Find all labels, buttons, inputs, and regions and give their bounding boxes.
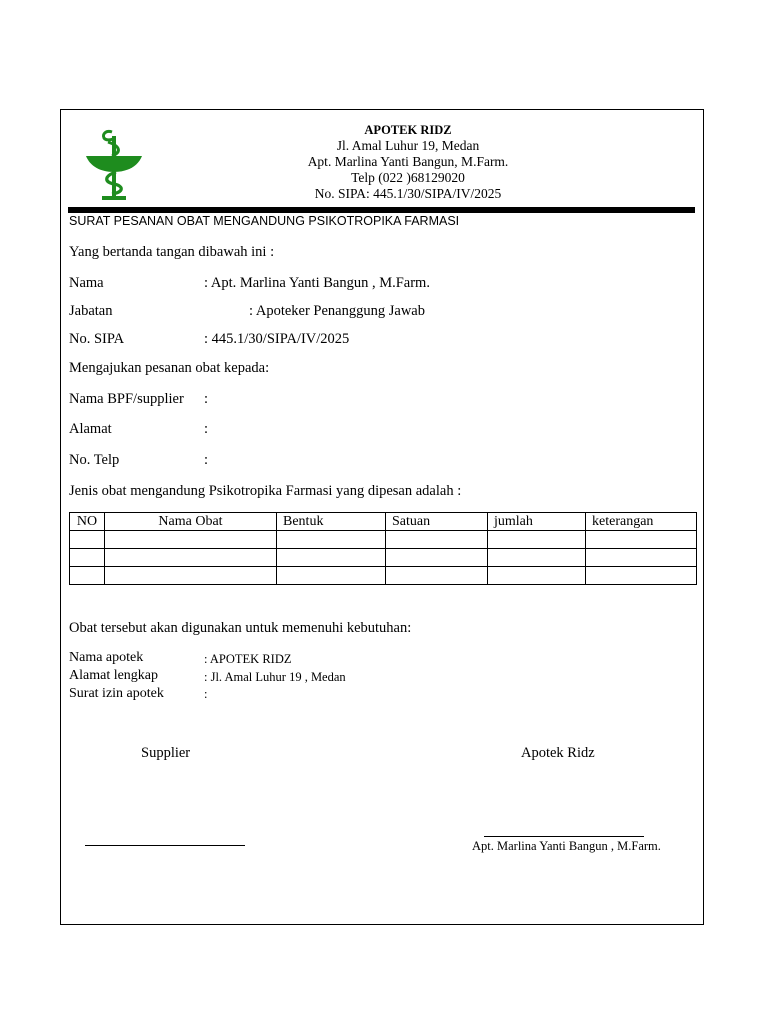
col-header-keterangan: keterangan xyxy=(586,513,697,531)
supplier-name-value: : xyxy=(204,391,209,407)
supplier-phone-value: : xyxy=(204,452,209,468)
col-header-bentuk: Bentuk xyxy=(277,513,386,531)
table-cell[interactable] xyxy=(586,549,697,567)
col-header-nama-obat: Nama Obat xyxy=(105,513,277,531)
document-title: SURAT PESANAN OBAT MENGANDUNG PSIKOTROPIKA FARMASI xyxy=(69,214,460,228)
table-row xyxy=(70,549,697,567)
supplier-address-value: : xyxy=(204,421,209,437)
table-row xyxy=(70,567,697,585)
table-header-row xyxy=(70,513,697,531)
table-cell[interactable] xyxy=(277,531,386,549)
signer-position-value: : Apoteker Penanggung Jawab xyxy=(249,303,425,319)
table-cell[interactable] xyxy=(386,549,488,567)
table-cell[interactable] xyxy=(488,567,586,585)
supplier-name-label: Nama BPF/supplier xyxy=(69,391,184,407)
pharmacy-address-value: : Jl. Amal Luhur 19 , Medan xyxy=(204,670,346,684)
order-table xyxy=(69,512,697,585)
table-cell[interactable] xyxy=(105,549,277,567)
signer-sipa-label: No. SIPA xyxy=(69,331,125,347)
table-cell[interactable] xyxy=(70,567,105,585)
purpose-text: Obat tersebut akan digunakan untuk memenuhi kebutuhan: xyxy=(69,620,412,636)
table-cell[interactable] xyxy=(586,531,697,549)
col-header-no: NO xyxy=(70,513,105,531)
table-row xyxy=(70,531,697,549)
pharmacy-address: Jl. Amal Luhur 19, Medan xyxy=(336,138,480,153)
pharmacy-signature-line xyxy=(484,836,644,837)
pharmacy-license-value: : xyxy=(204,687,208,701)
signer-position-label: Jabatan xyxy=(69,303,113,319)
signer-name-value: : Apt. Marlina Yanti Bangun , M.Farm. xyxy=(204,275,430,291)
table-cell[interactable] xyxy=(386,567,488,585)
table-cell[interactable] xyxy=(586,567,697,585)
table-cell[interactable] xyxy=(105,567,277,585)
table-cell[interactable] xyxy=(488,531,586,549)
signer-name-label: Nama xyxy=(69,275,104,291)
pharmacy-signer-name: Apt. Marlina Yanti Bangun , M.Farm. xyxy=(472,839,661,853)
signer-sipa-value: : 445.1/30/SIPA/IV/2025 xyxy=(204,331,350,347)
table-cell[interactable] xyxy=(70,549,105,567)
pharmacy-signature-title: Apotek Ridz xyxy=(521,745,595,761)
supplier-phone-label: No. Telp xyxy=(69,452,120,468)
pharmacist-name: Apt. Marlina Yanti Bangun, M.Farm. xyxy=(307,154,509,169)
pharmacy-sipa: No. SIPA: 445.1/30/SIPA/IV/2025 xyxy=(314,186,502,201)
request-intro: Mengajukan pesanan obat kepada: xyxy=(69,360,270,376)
pharmacy-name-label: Nama apotek xyxy=(69,650,144,665)
intro-text: Yang bertanda tangan dibawah ini : xyxy=(69,244,275,260)
table-cell[interactable] xyxy=(277,549,386,567)
bowl-of-hygieia-icon xyxy=(82,126,146,202)
supplier-signature-line xyxy=(85,845,245,846)
supplier-signature-title: Supplier xyxy=(141,745,191,761)
table-cell[interactable] xyxy=(386,531,488,549)
pharmacy-phone: Telp (022 )68129020 xyxy=(351,170,465,185)
pharmacy-name: APOTEK RIDZ xyxy=(364,123,452,137)
table-cell[interactable] xyxy=(105,531,277,549)
pharmacy-name-value: : APOTEK RIDZ xyxy=(204,652,292,666)
table-cell[interactable] xyxy=(70,531,105,549)
pharmacy-address-label: Alamat lengkap xyxy=(69,668,159,683)
table-cell[interactable] xyxy=(277,567,386,585)
table-cell[interactable] xyxy=(488,549,586,567)
col-header-jumlah: jumlah xyxy=(488,513,586,531)
pharmacy-license-label: Surat izin apotek xyxy=(69,686,164,701)
col-header-satuan: Satuan xyxy=(386,513,488,531)
supplier-address-label: Alamat xyxy=(69,421,112,437)
order-intro: Jenis obat mengandung Psikotropika Farmasi yang dipesan adalah : xyxy=(69,483,462,499)
